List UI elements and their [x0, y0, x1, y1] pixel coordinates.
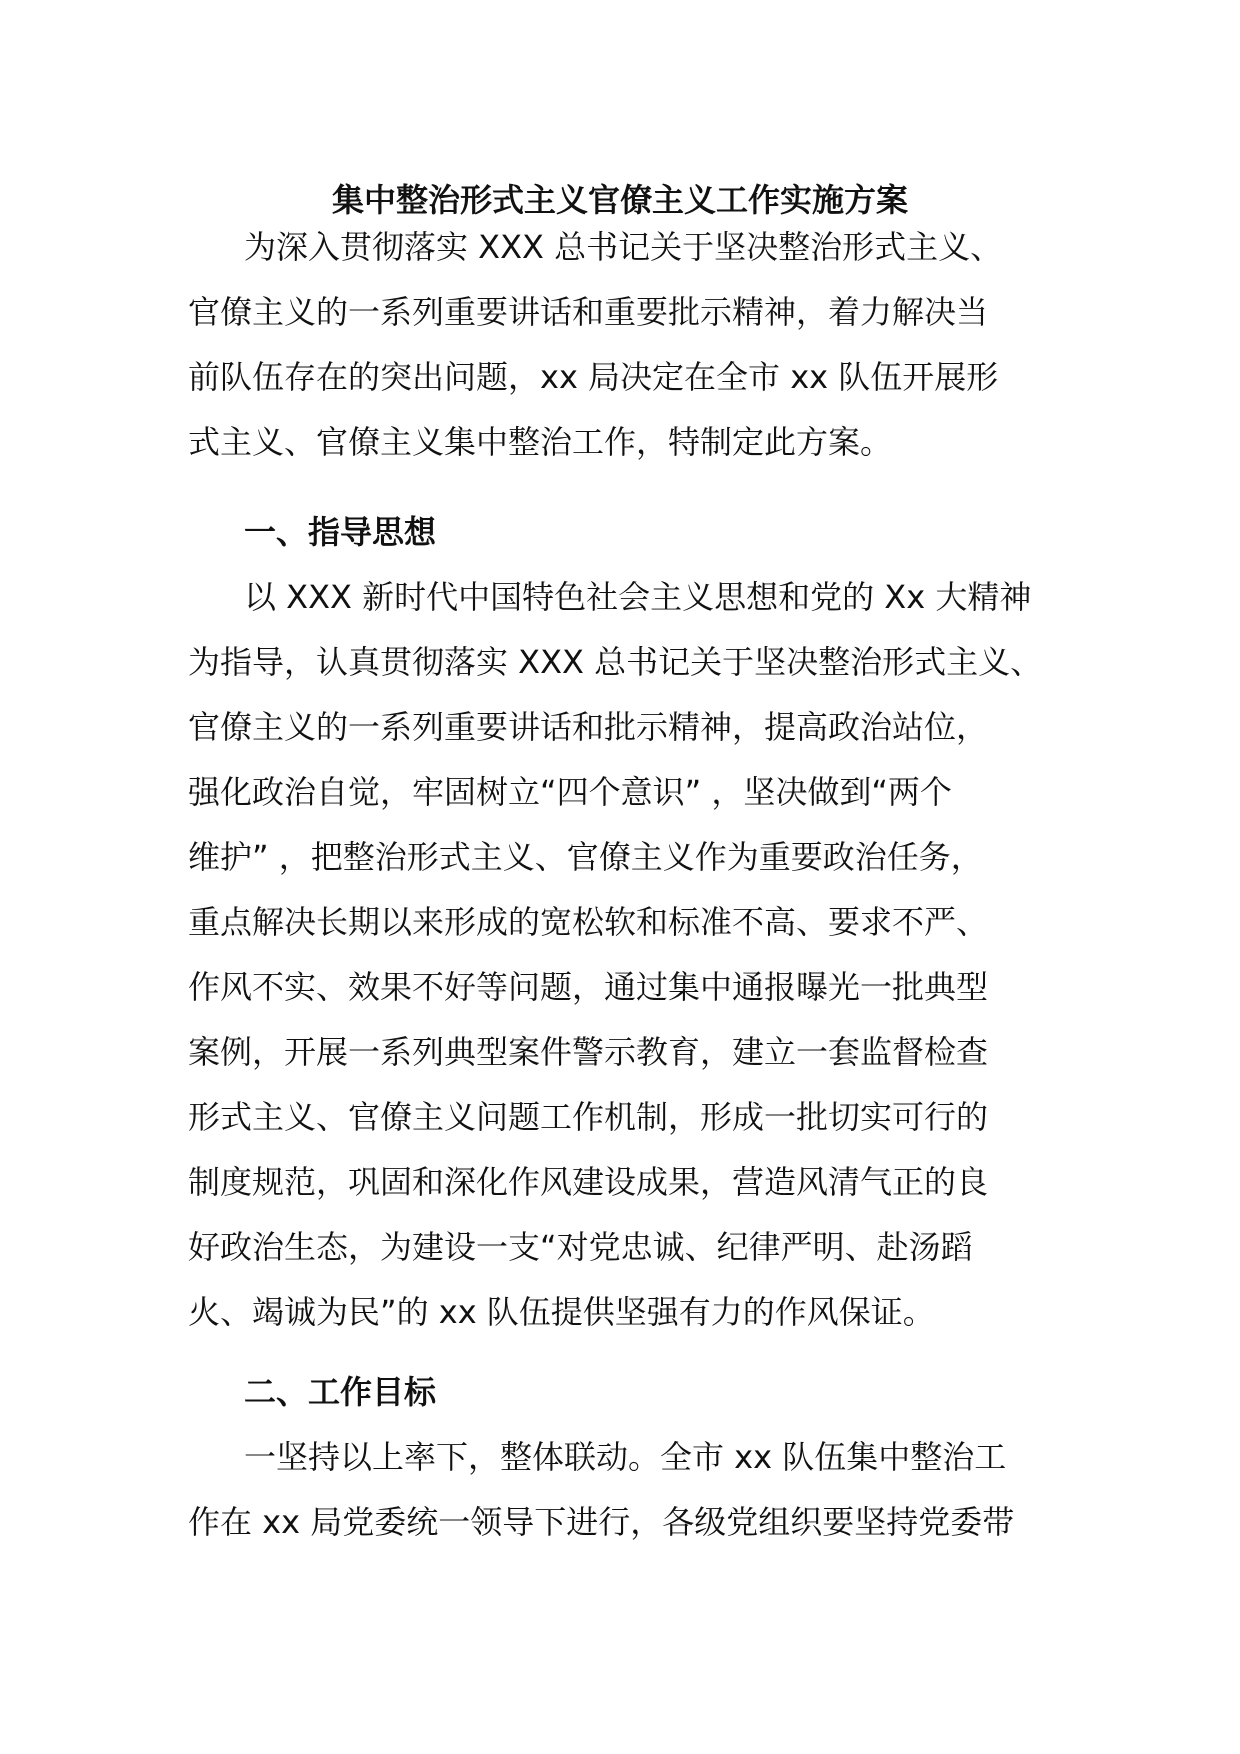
text-line: 式主义、官僚主义集中整治工作，特制定此方案。: [188, 423, 893, 461]
section-2-paragraph: [188, 1425, 1068, 1555]
intro-paragraph: [188, 215, 1068, 475]
text-line: 前队伍存在的突出问题，xx 局决定在全市 xx 队伍开展形: [188, 358, 999, 396]
document-title: 集中整治形式主义官僚主义工作实施方案: [331, 181, 908, 219]
text-line: 火、竭诚为民”的 xx 队伍提供坚强有力的作风保证。: [188, 1293, 935, 1331]
text-line: 形式主义、官僚主义问题工作机制，形成一批切实可行的: [188, 1098, 989, 1136]
text-line: 作风不实、效果不好等问题，通过集中通报曝光一批典型: [188, 968, 989, 1006]
text-line: 官僚主义的一系列重要讲话和批示精神，提高政治站位，: [188, 708, 989, 746]
text-line: 重点解决长期以来形成的宽松软和标准不高、要求不严、: [188, 903, 989, 941]
text-line: 为指导，认真贯彻落实 XXX 总书记关于坚决整治形式主义、: [188, 643, 1043, 681]
text-line: 作在 xx 局党委统一领导下进行，各级党组织要坚持党委带: [188, 1503, 1015, 1541]
text-line: 为深入贯彻落实 XXX 总书记关于坚决整治形式主义、: [244, 228, 1003, 266]
section-heading: 二、工作目标: [244, 1373, 437, 1411]
section-2-heading-block: [188, 1360, 1068, 1425]
text-line: 官僚主义的一系列重要讲话和重要批示精神，着力解决当: [188, 293, 989, 331]
text-line: 以 XXX 新时代中国特色社会主义思想和党的 Xx 大精神: [244, 578, 1032, 616]
text-line: 案例，开展一系列典型案件警示教育，建立一套监督检查: [188, 1033, 989, 1071]
text-line: 一坚持以上率下，整体联动。全市 xx 队伍集中整治工: [244, 1438, 1007, 1476]
text-line: 维护” ，把整治形式主义、官僚主义作为重要政治任务，: [188, 838, 983, 876]
section-1-paragraph: [188, 565, 1068, 1345]
text-line: 制度规范，巩固和深化作风建设成果，营造风清气正的良: [188, 1163, 989, 1201]
text-line: 好政治生态，为建设一支“对党忠诚、纪律严明、赴汤蹈: [188, 1228, 973, 1266]
section-1-heading-block: [188, 500, 1068, 565]
section-heading: 一、指导思想: [244, 513, 437, 551]
text-line: 强化政治自觉，牢固树立“四个意识” ，坚决做到“两个: [188, 773, 952, 811]
